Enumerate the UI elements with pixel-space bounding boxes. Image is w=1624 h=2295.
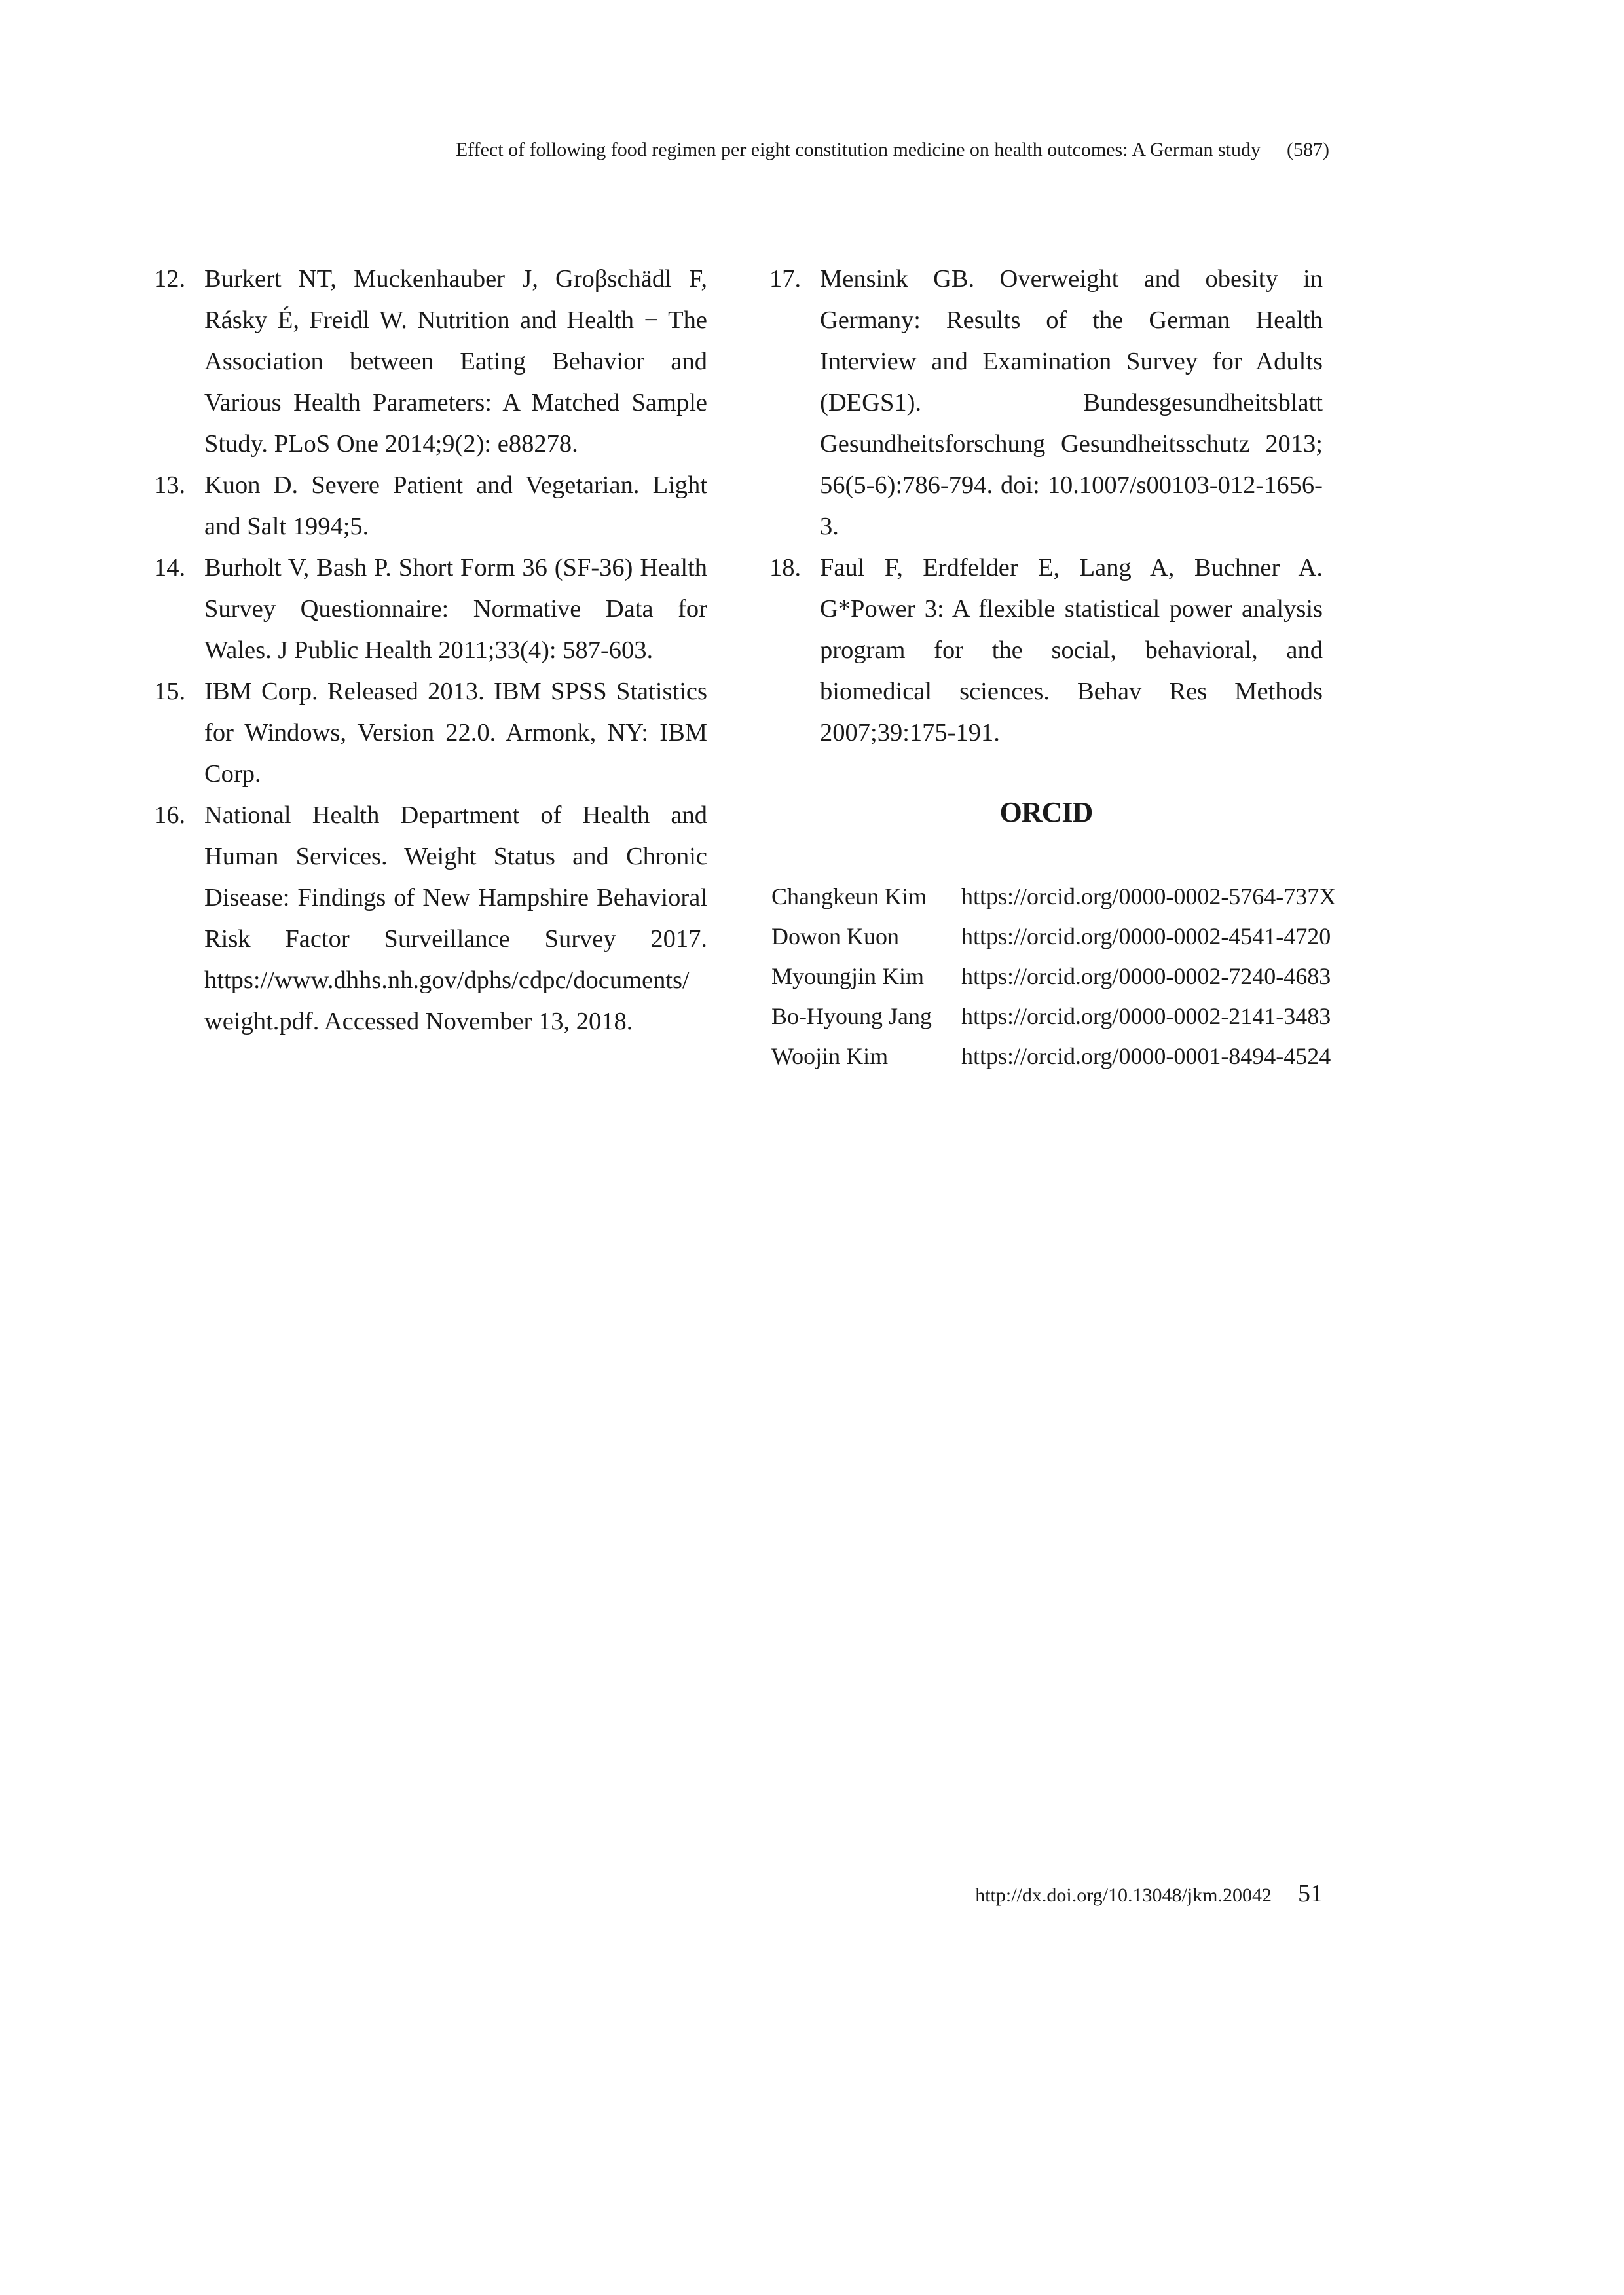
reference-text: Kuon D. Severe Patient and Vegetarian. Light and Salt 1994;5.: [204, 471, 707, 540]
page-footer: [786, 1879, 1323, 1908]
reference-text: National Health Department of Health and Human Services. Weight Status and Chronic Disease: Findings of New Hampshire Behavioral Risk Factor Surveillance Survey 2017. https://www.dhhs.nh.gov/dphs/cdpc/documents/weight.pdf. Accessed November 13, 2018.: [204, 801, 707, 1035]
orcid-row: [771, 1042, 1336, 1082]
author-name: Dowon Kuon: [771, 923, 899, 949]
reference-text: IBM Corp. Released 2013. IBM SPSS Statistics for Windows, Version 22.0. Armonk, NY: IBM Corp.: [204, 678, 707, 788]
orcid-link[interactable]: https://orcid.org/0000-0001-8494-4524: [961, 1043, 1331, 1069]
author-name: Bo-Hyoung Jang: [771, 1003, 932, 1029]
reference-number: 15.: [154, 678, 186, 705]
reference-number: 18.: [769, 554, 802, 581]
footer-doi-link[interactable]: http://dx.doi.org/10.13048/jkm.20042: [975, 1884, 1272, 1906]
orcid-link[interactable]: https://orcid.org/0000-0002-2141-3483: [961, 1003, 1331, 1029]
reference-text: Burkert NT, Muckenhauber J, Groβschädl F, Rásky É, Freidl W. Nutrition and Health − The Association between Eating Behavior and Various Health Parameters: A Matched Sample Study. PLoS One 2014;9(2): e88278.: [204, 265, 707, 458]
reference-number: 14.: [154, 554, 186, 581]
page-number: 51: [1298, 1880, 1323, 1907]
reference-item: [154, 465, 707, 547]
references-right-column: [769, 259, 1323, 754]
reference-number: 12.: [154, 265, 186, 293]
reference-item: [154, 671, 707, 795]
orcid-row: [771, 923, 1336, 963]
reference-number: 16.: [154, 801, 186, 829]
reference-item: [154, 795, 707, 1042]
orcid-link[interactable]: https://orcid.org/0000-0002-7240-4683: [961, 963, 1331, 989]
reference-number: 13.: [154, 471, 186, 499]
orcid-table: [771, 883, 1336, 1082]
reference-item: [154, 547, 707, 671]
orcid-link[interactable]: https://orcid.org/0000-0002-5764-737X: [961, 883, 1337, 909]
orcid-link[interactable]: https://orcid.org/0000-0002-4541-4720: [961, 923, 1331, 949]
reference-item: [769, 547, 1323, 754]
orcid-row: [771, 963, 1336, 1002]
reference-number: 17.: [769, 265, 802, 293]
references-left-column: [154, 259, 707, 1042]
reference-text: Mensink GB. Overweight and obesity in Germany: Results of the German Health Interview and Examination Survey for Adults (DEGS1). Bundesgesundheitsblatt Gesundheitsforschung Gesundheitsschutz 2013; 56(5-6):786-794. doi: 10.1007/s00103-012-1656-3.: [820, 265, 1323, 540]
reference-item: [769, 259, 1323, 547]
reference-item: [154, 259, 707, 465]
running-title: Effect of following food regimen per eight constitution medicine on health outcomes: A German study: [455, 139, 1261, 160]
author-name: Myoungjin Kim: [771, 963, 925, 989]
orcid-row: [771, 883, 1336, 923]
author-name: Woojin Kim: [771, 1043, 889, 1069]
reference-text: Burholt V, Bash P. Short Form 36 (SF-36) Health Survey Questionnaire: Normative Data for Wales. J Public Health 2011;33(4): 587-603.: [204, 554, 707, 664]
running-header: [347, 139, 1329, 161]
orcid-row: [771, 1002, 1336, 1042]
running-page-ref: (587): [1287, 139, 1329, 160]
reference-text: Faul F, Erdfelder E, Lang A, Buchner A. G*Power 3: A flexible statistical power analysis program for the social, behavioral, and biomedical sciences. Behav Res Methods 2007;39:175-191.: [820, 554, 1323, 746]
author-name: Changkeun Kim: [771, 883, 927, 909]
orcid-heading: ORCID: [999, 796, 1093, 828]
